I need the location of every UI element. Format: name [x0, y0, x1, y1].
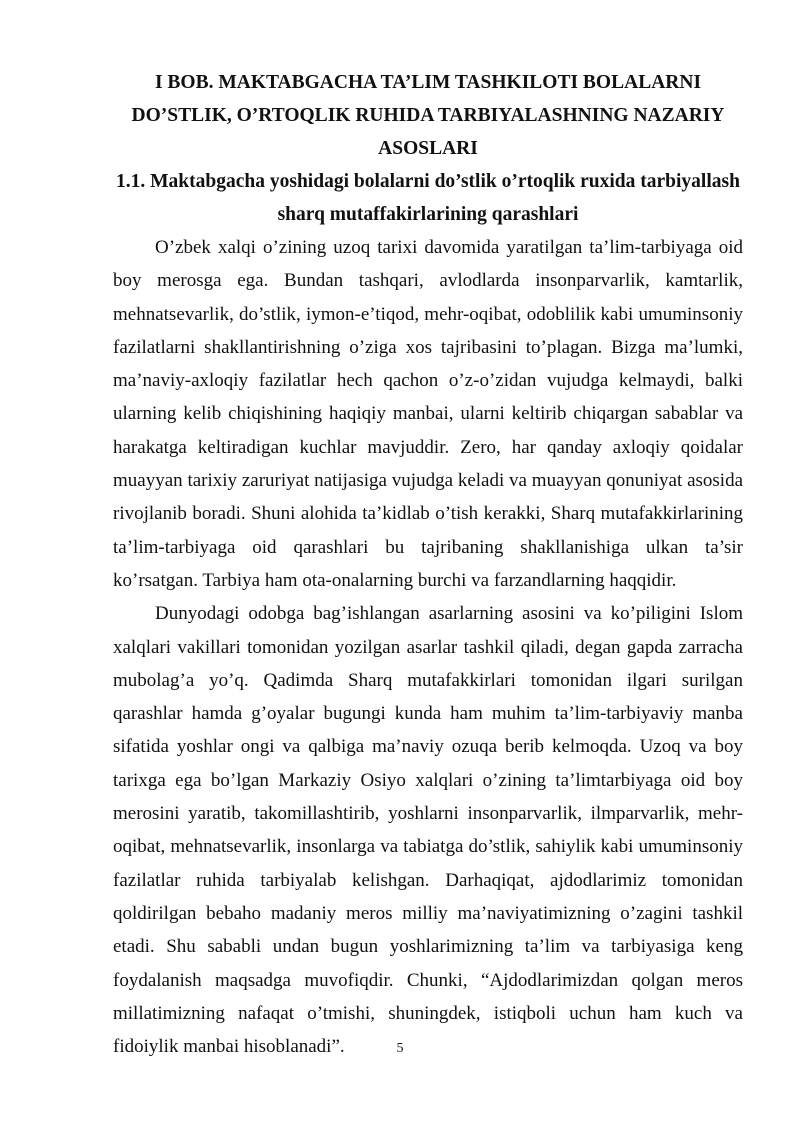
- section-title: 1.1. Maktabgacha yoshidagi bolalarni do’stlik o’rtoqlik ruxida tarbiyallash sharq mutaffakirlarining qarashlari: [116, 171, 740, 225]
- paragraph-2: Dunyodagi odobga bag’ishlangan asarlarning asosini va ko’piligini Islom xalqlari vakillari tomonidan yozilgan asarlar tashkil qiladi, degan gapda zarracha mubolag’a yo’q. Qadimda Sharq mutafakkirlari tomonidan ilgari surilgan qarashlar hamda g’oyalar bugungi kunda ham muhim ta’lim-tarbiyaviy manba sifatida yoshlar ongi va qalbiga ma’naviy ozuqa berib kelmoqda. Uzoq va boy tarixga ega bo’lgan Markaziy Osiyo xalqlari o’zining ta’limtarbiyaga oid boy merosini yaratib, takomillashtirib, yoshlarni insonparvarlik, ilmparvarlik, mehr-oqibat, mehnatsevarlik, insonlarga va tabiatga do’stlik, sahiylik kabi umuminsoniy fazilatlar ruhida tarbiyalab kelishgan. Darhaqiqat, ajdodlarimiz tomonidan qoldirilgan bebaho madaniy meros milliy ma’naviyatimizning o’zagini tashkil etadi. Shu sababli undan bugun yoshlarimizning ta’lim va tarbiyasiga keng foydalanish maqsadga muvofiqdir. Chunki, “Ajdodlarimizdan qolgan meros millatimizning nafaqat o’tmishi, shuningdek, istiqboli uchun ham kuch va fidoiylik manbai hisoblanadi”.: [113, 603, 743, 1058]
- page-number: 5: [396, 1041, 404, 1056]
- paragraph-1: O’zbek xalqi o’zining uzoq tarixi davomida yaratilgan ta’lim-tarbiyaga oid boy merosga ega. Bundan tashqari, avlodlarda insonparvarlik, kamtarlik, mehnatsevarlik, do’stlik, iymon-e’tiqod, mehr-oqibat, odoblilik kabi umuminsoniy fazilatlarni shakllantirishning o’ziga xos tajribasini to’plagan. Bizga ma’lumki, ma’naviy-axloqiy fazilatlar hech qachon o’z-o’zidan vujudga kelmaydi, balki ularning kelib chiqishining haqiqiy manbai, ularni keltirib chiqargan sabablar va harakatga keltiradigan kuchlar mavjuddir. Zero, har qanday axloqiy qoidalar muayyan tarixiy zaruriyat natijasiga vujudga keladi va muayyan qonuniyat asosida rivojlanib boradi. Shuni alohida ta’kidlab o’tish kerakki, Sharq mutafakkirlarining ta’lim-tarbiyaga oid qarashlari bu tajribaning shakllanishiga ulkan ta’sir ko’rsatgan. Tarbiya ham ota-onalarning burchi va farzandlarning haqqidir.: [113, 237, 743, 591]
- chapter-title: I BOB. MAKTABGACHA TA’LIM TASHKILOTI BOLALARNI DO’STLIK, O’RTOQLIK RUHIDA TARBIYALASHNING NAZARIY ASOSLARI: [131, 72, 725, 159]
- document-page: [113, 66, 743, 1063]
